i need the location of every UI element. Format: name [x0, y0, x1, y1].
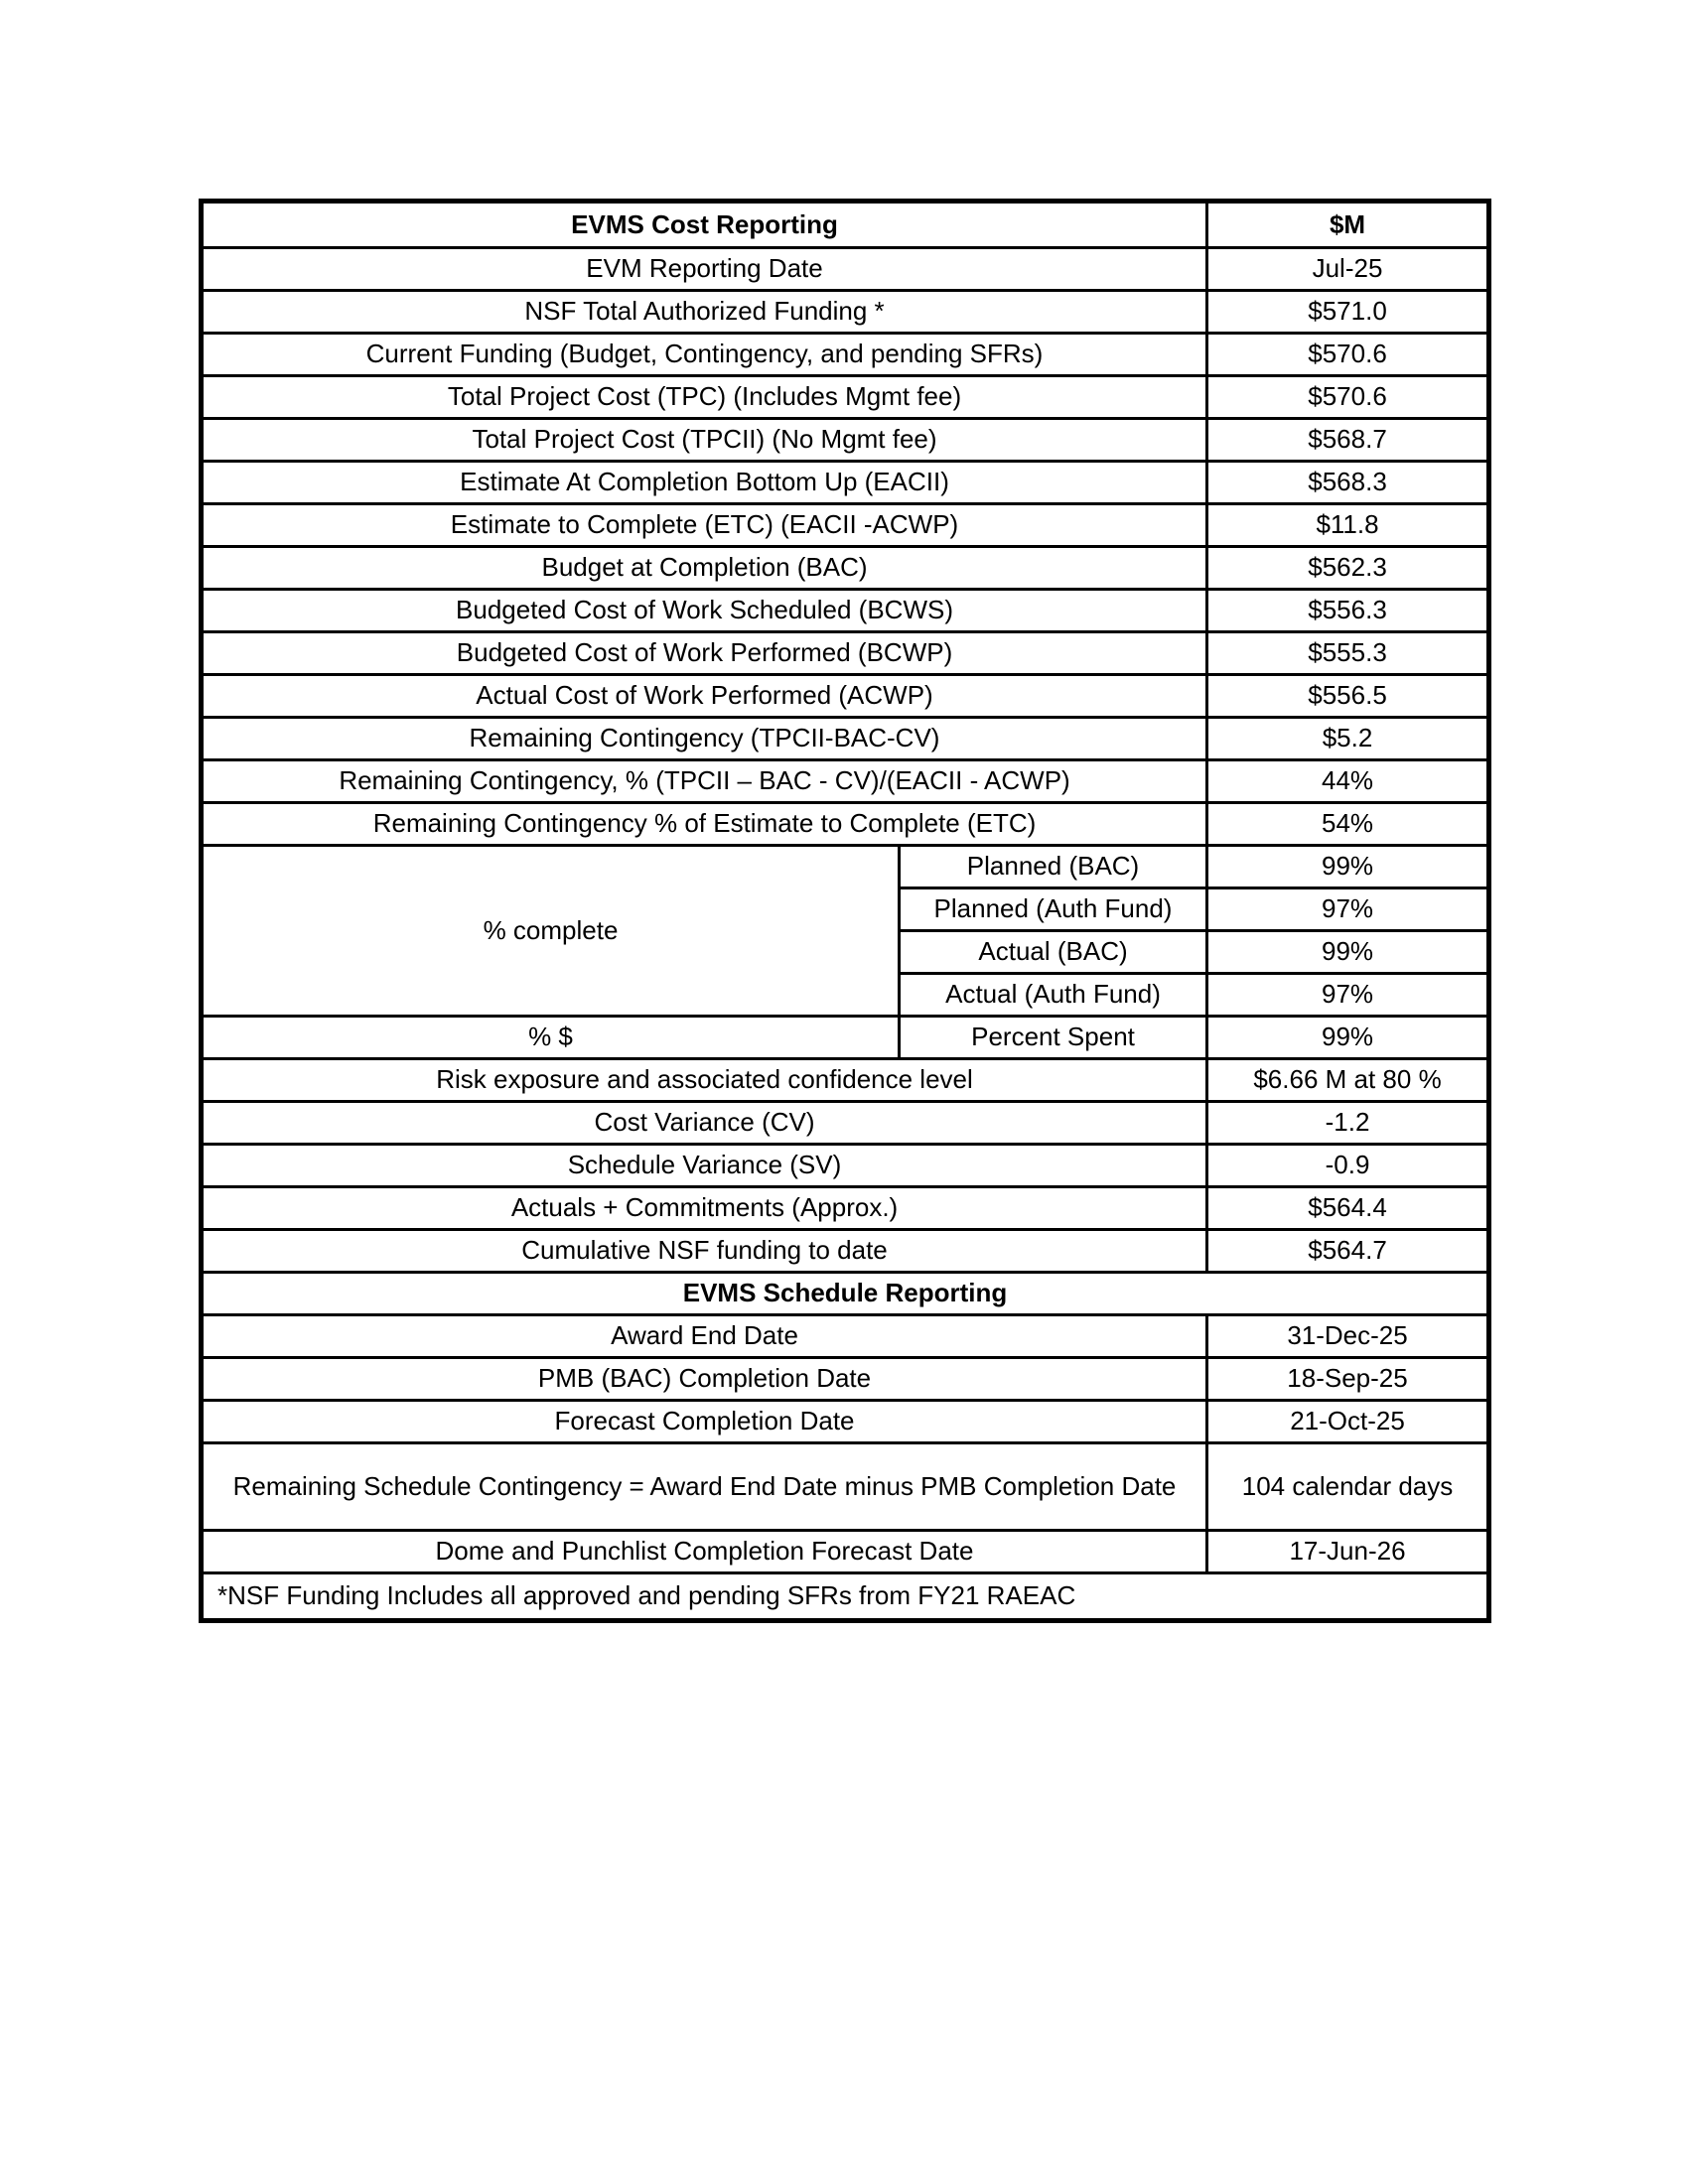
row-label: Budgeted Cost of Work Performed (BCWP) [202, 632, 1207, 675]
row-value: 17-Jun-26 [1207, 1531, 1489, 1573]
row-value: 44% [1207, 760, 1489, 803]
row-label: Budgeted Cost of Work Scheduled (BCWS) [202, 590, 1207, 632]
row-label: Actual Cost of Work Performed (ACWP) [202, 675, 1207, 718]
row-label: Forecast Completion Date [202, 1401, 1207, 1443]
row-label: Risk exposure and associated confidence level [202, 1059, 1207, 1102]
row-label: Dome and Punchlist Completion Forecast Date [202, 1531, 1207, 1573]
footnote-text: *NSF Funding Includes all approved and pending SFRs from FY21 RAEAC [202, 1573, 1489, 1621]
table-row [202, 1401, 1489, 1443]
row-value: -0.9 [1207, 1145, 1489, 1187]
schedule-section-title: EVMS Schedule Reporting [202, 1273, 1489, 1315]
percent-complete-row [202, 846, 1489, 888]
row-value: $555.3 [1207, 632, 1489, 675]
row-label: Remaining Contingency, % (TPCII – BAC - CV)/(EACII - ACWP) [202, 760, 1207, 803]
row-value: $570.6 [1207, 376, 1489, 419]
table-row [202, 376, 1489, 419]
table-row [202, 1443, 1489, 1531]
row-value: Jul-25 [1207, 248, 1489, 291]
table-row [202, 718, 1489, 760]
table-row [202, 675, 1489, 718]
row-value: $571.0 [1207, 291, 1489, 334]
row-label: EVM Reporting Date [202, 248, 1207, 291]
table-row [202, 1315, 1489, 1358]
row-label: Cost Variance (CV) [202, 1102, 1207, 1145]
row-value: $5.2 [1207, 718, 1489, 760]
row-value: 99% [1207, 931, 1489, 974]
row-label: NSF Total Authorized Funding * [202, 291, 1207, 334]
percent-spent-row [202, 1017, 1489, 1059]
row-value: $6.66 M at 80 % [1207, 1059, 1489, 1102]
row-value: $568.7 [1207, 419, 1489, 462]
table-row [202, 1230, 1489, 1273]
table-row [202, 1187, 1489, 1230]
row-label: Budget at Completion (BAC) [202, 547, 1207, 590]
row-value: 99% [1207, 846, 1489, 888]
row-value: 97% [1207, 888, 1489, 931]
row-label: Estimate At Completion Bottom Up (EACII) [202, 462, 1207, 504]
row-label: % $ [202, 1017, 900, 1059]
row-label: Total Project Cost (TPCII) (No Mgmt fee) [202, 419, 1207, 462]
row-value: 104 calendar days [1207, 1443, 1489, 1531]
row-value: 54% [1207, 803, 1489, 846]
schedule-section-header-row [202, 1273, 1489, 1315]
table-title: EVMS Cost Reporting [202, 202, 1207, 248]
row-label: Award End Date [202, 1315, 1207, 1358]
row-value: $562.3 [1207, 547, 1489, 590]
row-label: Remaining Contingency (TPCII-BAC-CV) [202, 718, 1207, 760]
row-label: Remaining Schedule Contingency = Award End Date minus PMB Completion Date [202, 1443, 1207, 1531]
row-value: $11.8 [1207, 504, 1489, 547]
table-row [202, 462, 1489, 504]
row-value: 21-Oct-25 [1207, 1401, 1489, 1443]
sub-label: Actual (BAC) [900, 931, 1207, 974]
table-row [202, 1102, 1489, 1145]
row-value: $564.7 [1207, 1230, 1489, 1273]
table-row [202, 1531, 1489, 1573]
row-value: $556.3 [1207, 590, 1489, 632]
row-value: 18-Sep-25 [1207, 1358, 1489, 1401]
evms-report-table [199, 199, 1491, 1623]
table-row [202, 803, 1489, 846]
table-row [202, 419, 1489, 462]
row-value: 97% [1207, 974, 1489, 1017]
table-header-row [202, 202, 1489, 248]
row-value: $568.3 [1207, 462, 1489, 504]
table-row [202, 760, 1489, 803]
table-row [202, 590, 1489, 632]
unit-header: $M [1207, 202, 1489, 248]
sub-label: Planned (BAC) [900, 846, 1207, 888]
sub-label: Planned (Auth Fund) [900, 888, 1207, 931]
row-label: Remaining Contingency % of Estimate to Complete (ETC) [202, 803, 1207, 846]
percent-complete-label: % complete [202, 846, 900, 1017]
table-row [202, 291, 1489, 334]
row-label: Schedule Variance (SV) [202, 1145, 1207, 1187]
risk-row [202, 1059, 1489, 1102]
table-row [202, 248, 1489, 291]
row-label: PMB (BAC) Completion Date [202, 1358, 1207, 1401]
row-label: Current Funding (Budget, Contingency, and pending SFRs) [202, 334, 1207, 376]
row-label: Cumulative NSF funding to date [202, 1230, 1207, 1273]
footnote-row [202, 1573, 1489, 1621]
row-label: Estimate to Complete (ETC) (EACII -ACWP) [202, 504, 1207, 547]
table-row [202, 547, 1489, 590]
row-value: 31-Dec-25 [1207, 1315, 1489, 1358]
row-value: $570.6 [1207, 334, 1489, 376]
row-value: $556.5 [1207, 675, 1489, 718]
row-label: Total Project Cost (TPC) (Includes Mgmt fee) [202, 376, 1207, 419]
table-row [202, 1358, 1489, 1401]
row-value: 99% [1207, 1017, 1489, 1059]
table-row [202, 334, 1489, 376]
sub-label: Percent Spent [900, 1017, 1207, 1059]
row-value: -1.2 [1207, 1102, 1489, 1145]
table-row [202, 1145, 1489, 1187]
table-row [202, 632, 1489, 675]
row-label: Actuals + Commitments (Approx.) [202, 1187, 1207, 1230]
row-value: $564.4 [1207, 1187, 1489, 1230]
sub-label: Actual (Auth Fund) [900, 974, 1207, 1017]
table-row [202, 504, 1489, 547]
